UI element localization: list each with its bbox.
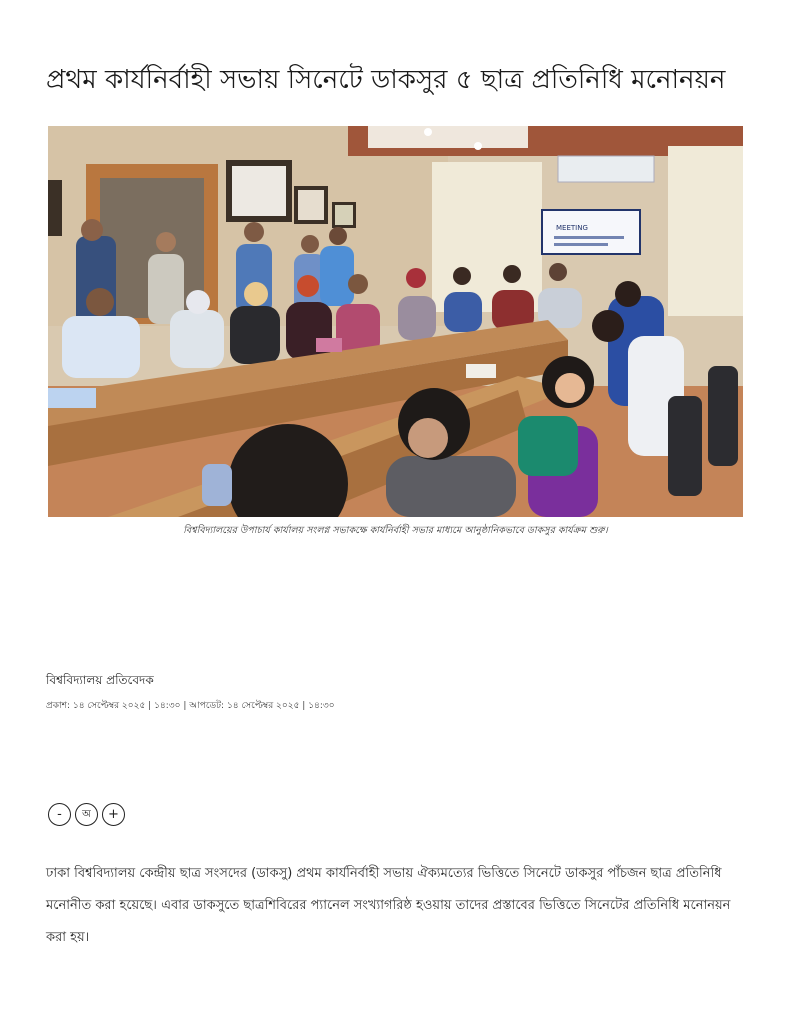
- font-reset-button[interactable]: অ: [75, 803, 98, 826]
- updated-label: আপডেট:: [189, 701, 225, 711]
- font-size-controls: [48, 803, 125, 826]
- reporter-byline[interactable]: বিশ্ববিদ্যালয় প্রতিবেদক: [46, 673, 154, 687]
- photo-caption: বিশ্ববিদ্যালয়ের উপাচার্য কার্যালয় সংলগ্ন সভাকক্ষে কার্যনির্বাহী সভার মাধ্যমে আনুষ্ঠানিকভাবে ডাকসুর কার্যক্রম শুরু।: [183, 525, 608, 536]
- publish-dateline: [46, 698, 335, 713]
- article-body: ঢাকা বিশ্ববিদ্যালয় কেন্দ্রীয় ছাত্র সংসদের (ডাকসু) প্রথম কার্যনির্বাহী সভায় ঐক্যমত্যের ভিত্তিতে সিনেটে ডাকসুর পাঁচজন ছাত্র প্রতিনিধি মনোনীত করা হয়েছে। এবার ডাকসুতে ছাত্রশিবিরের প্যানেল সংখ্যাগরিষ্ঠ হওয়ায় তাদের প্রস্তাবের ভিত্তিতে সিনেটের প্রতিনিধি মনোনয়ন করা হয়।: [46, 866, 731, 945]
- article-headline: প্রথম কার্যনির্বাহী সভায় সিনেটে ডাকসুর ৫ ছাত্র প্রতিনিধি মনোনয়ন: [46, 65, 726, 95]
- published-value: ১৪ সেপ্টেম্বর ২০২৫ | ১৪:৩০: [72, 701, 181, 711]
- font-increase-button[interactable]: +: [102, 803, 125, 826]
- banner-text: MEETING: [556, 224, 588, 232]
- font-decrease-button[interactable]: -: [48, 803, 71, 826]
- published-label: প্রকাশ:: [46, 701, 70, 711]
- meeting-room-photo: [48, 126, 743, 517]
- updated-value: ১৪ সেপ্টেম্বর ২০২৫ | ১৪:৩০: [226, 701, 335, 711]
- date-separator: |: [183, 701, 187, 711]
- article-photo: [48, 126, 743, 517]
